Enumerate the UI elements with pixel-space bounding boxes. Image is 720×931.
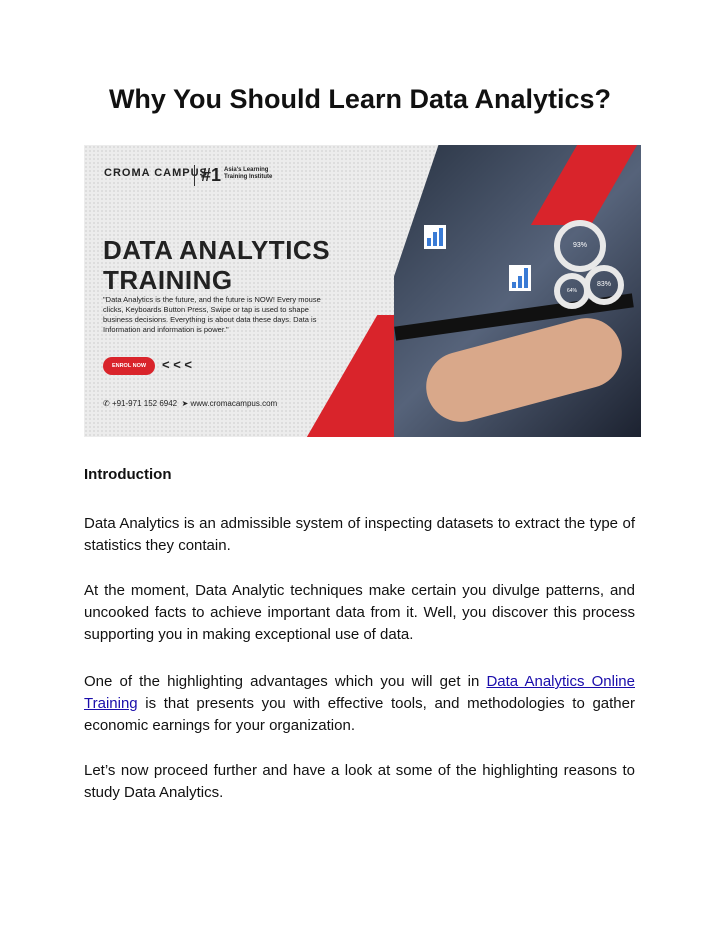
phone-icon: ✆ — [103, 399, 110, 408]
paragraph-text: One of the highlighting advantages which you will get in — [84, 673, 487, 690]
croma-logo: CROMA CAMPUS — [104, 167, 208, 179]
paragraph: Let’s now proceed further and have a look at some of the highlighting reasons to study Data Analytics. — [84, 762, 635, 801]
paragraph: At the moment, Data Analytic techniques make certain you divulge patterns, and uncooked facts to achieve important data from it. Well, you discover this process supporting you in making exceptional use of data. — [84, 582, 635, 643]
bar-chart-icon — [509, 265, 531, 291]
chevrons-left-icon: < < < — [162, 357, 192, 372]
banner-heading-line: DATA ANALYTICS — [103, 235, 331, 265]
banner-heading-line: TRAINING — [103, 265, 233, 295]
website: www.cromacampus.com — [190, 399, 278, 408]
paragraph — [84, 671, 635, 737]
bar-chart-icon — [424, 225, 446, 249]
banner-quote: "Data Analytics is the future, and the future is NOW! Every mouse clicks, Keyboards Button Press, Swipe or tap is used to shape business decisions. Everything is about data these days. Data is Information and information is power." — [103, 295, 321, 334]
page-title: Why You Should Learn Data Analytics? — [108, 84, 612, 114]
data-analytics-training-link[interactable]: Data Analytics Online Training — [84, 673, 635, 712]
enrol-now-button: ENROL NOW — [103, 357, 155, 375]
paragraph-text: is that presents you with effective tools, and methodologies to gather economic earnings for your organization. — [84, 695, 635, 734]
intro-heading: Introduction — [84, 466, 172, 483]
send-icon: ➤ — [181, 399, 189, 408]
rank-subtitle: Asia's Learning Training Institute — [224, 167, 273, 180]
paragraph: Data Analytics is an admissible system of inspecting datasets to extract the type of statistics they contain. — [84, 515, 635, 554]
phone-number: +91-971 152 6942 — [111, 399, 178, 408]
percent-ring: 93% — [554, 220, 606, 272]
rank-badge: #1 — [194, 165, 221, 186]
percent-ring: 83% — [584, 265, 624, 305]
banner-contact — [103, 399, 277, 408]
training-banner-image — [84, 145, 641, 437]
percent-ring: 64% — [554, 273, 590, 309]
banner-heading — [103, 235, 330, 295]
